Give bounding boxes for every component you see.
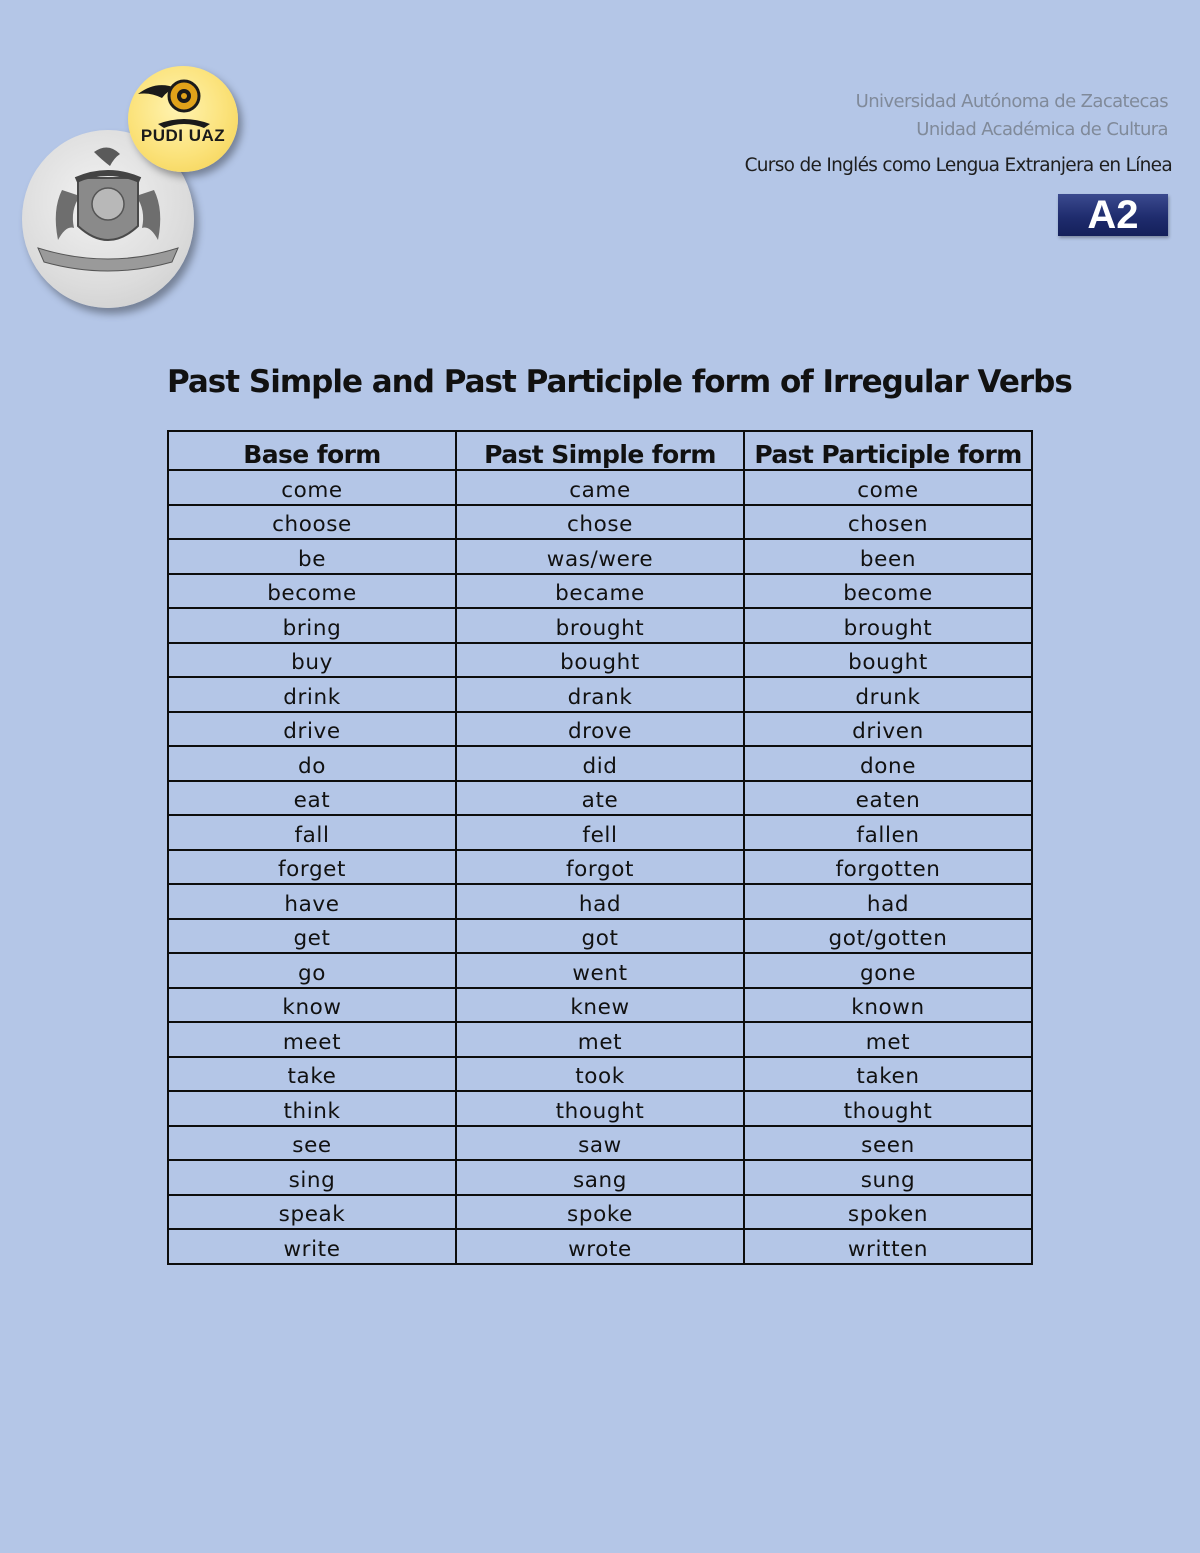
past-simple-cell: forgot (456, 850, 744, 885)
past-participle-cell: chosen (744, 505, 1032, 540)
past-participle-cell: brought (744, 608, 1032, 643)
base-form-cell: fall (168, 815, 456, 850)
past-simple-cell: brought (456, 608, 744, 643)
column-header-base-form: Base form (168, 431, 456, 470)
column-header-past-simple: Past Simple form (456, 431, 744, 470)
base-form-cell: buy (168, 643, 456, 678)
table-row (168, 677, 1032, 712)
past-participle-cell: seen (744, 1126, 1032, 1161)
base-form-cell: write (168, 1229, 456, 1264)
irregular-verbs-table (167, 430, 1033, 1265)
page-title: Past Simple and Past Participle form of Irregular Verbs (167, 364, 1072, 400)
table-row (168, 608, 1032, 643)
past-simple-cell: wrote (456, 1229, 744, 1264)
table-row (168, 1229, 1032, 1264)
past-participle-cell: met (744, 1022, 1032, 1057)
pudi-globe-icon (128, 66, 238, 172)
pudi-logo-text: PUDI UAZ (140, 126, 226, 145)
past-simple-cell: chose (456, 505, 744, 540)
past-participle-cell: taken (744, 1057, 1032, 1092)
past-participle-cell: eaten (744, 781, 1032, 816)
base-form-cell: sing (168, 1160, 456, 1195)
table-row (168, 712, 1032, 747)
table-row (168, 988, 1032, 1023)
table-row (168, 470, 1032, 505)
table-row (168, 1091, 1032, 1126)
base-form-cell: choose (168, 505, 456, 540)
past-simple-cell: did (456, 746, 744, 781)
table-row (168, 953, 1032, 988)
table-row (168, 850, 1032, 885)
past-simple-cell: saw (456, 1126, 744, 1161)
past-simple-cell: drank (456, 677, 744, 712)
table-row (168, 884, 1032, 919)
base-form-cell: do (168, 746, 456, 781)
past-participle-cell: got/gotten (744, 919, 1032, 954)
base-form-cell: speak (168, 1195, 456, 1230)
base-form-cell: eat (168, 781, 456, 816)
base-form-cell: meet (168, 1022, 456, 1057)
table-row (168, 781, 1032, 816)
past-participle-cell: written (744, 1229, 1032, 1264)
past-simple-cell: ate (456, 781, 744, 816)
past-simple-cell: got (456, 919, 744, 954)
course-name: Curso de Inglés como Lengua Extranjera en Línea (744, 155, 1172, 176)
table-row (168, 1057, 1032, 1092)
academic-unit-name: Unidad Académica de Cultura (916, 119, 1168, 140)
past-simple-cell: became (456, 574, 744, 609)
past-simple-cell: met (456, 1022, 744, 1057)
past-simple-cell: had (456, 884, 744, 919)
past-participle-cell: known (744, 988, 1032, 1023)
base-form-cell: bring (168, 608, 456, 643)
table-body (168, 470, 1032, 1264)
base-form-cell: get (168, 919, 456, 954)
pudi-uaz-logo (128, 66, 238, 172)
past-participle-cell: bought (744, 643, 1032, 678)
past-participle-cell: had (744, 884, 1032, 919)
past-simple-cell: was/were (456, 539, 744, 574)
base-form-cell: know (168, 988, 456, 1023)
past-simple-cell: fell (456, 815, 744, 850)
table-row (168, 1160, 1032, 1195)
past-participle-cell: gone (744, 953, 1032, 988)
past-participle-cell: sung (744, 1160, 1032, 1195)
university-name: Universidad Autónoma de Zacatecas (855, 91, 1168, 112)
column-header-past-participle: Past Participle form (744, 431, 1032, 470)
base-form-cell: be (168, 539, 456, 574)
past-participle-cell: driven (744, 712, 1032, 747)
base-form-cell: take (168, 1057, 456, 1092)
past-simple-cell: thought (456, 1091, 744, 1126)
past-simple-cell: came (456, 470, 744, 505)
table-row (168, 539, 1032, 574)
institution-header (856, 88, 1168, 144)
past-participle-cell: been (744, 539, 1032, 574)
table-row (168, 1126, 1032, 1161)
past-simple-cell: sang (456, 1160, 744, 1195)
past-participle-cell: become (744, 574, 1032, 609)
table-row (168, 1195, 1032, 1230)
past-simple-cell: drove (456, 712, 744, 747)
table-header-row (168, 431, 1032, 470)
past-participle-cell: come (744, 470, 1032, 505)
past-participle-cell: forgotten (744, 850, 1032, 885)
base-form-cell: forget (168, 850, 456, 885)
past-participle-cell: drunk (744, 677, 1032, 712)
base-form-cell: become (168, 574, 456, 609)
base-form-cell: come (168, 470, 456, 505)
table-row (168, 1022, 1032, 1057)
level-badge: A2 (1058, 194, 1168, 236)
table-row (168, 815, 1032, 850)
table-row (168, 919, 1032, 954)
base-form-cell: see (168, 1126, 456, 1161)
past-simple-cell: went (456, 953, 744, 988)
past-participle-cell: spoken (744, 1195, 1032, 1230)
past-simple-cell: took (456, 1057, 744, 1092)
base-form-cell: drive (168, 712, 456, 747)
table-row (168, 574, 1032, 609)
base-form-cell: go (168, 953, 456, 988)
table-row (168, 505, 1032, 540)
past-participle-cell: fallen (744, 815, 1032, 850)
base-form-cell: think (168, 1091, 456, 1126)
table-row (168, 643, 1032, 678)
past-participle-cell: thought (744, 1091, 1032, 1126)
past-participle-cell: done (744, 746, 1032, 781)
past-simple-cell: spoke (456, 1195, 744, 1230)
past-simple-cell: knew (456, 988, 744, 1023)
base-form-cell: have (168, 884, 456, 919)
past-simple-cell: bought (456, 643, 744, 678)
base-form-cell: drink (168, 677, 456, 712)
table-row (168, 746, 1032, 781)
